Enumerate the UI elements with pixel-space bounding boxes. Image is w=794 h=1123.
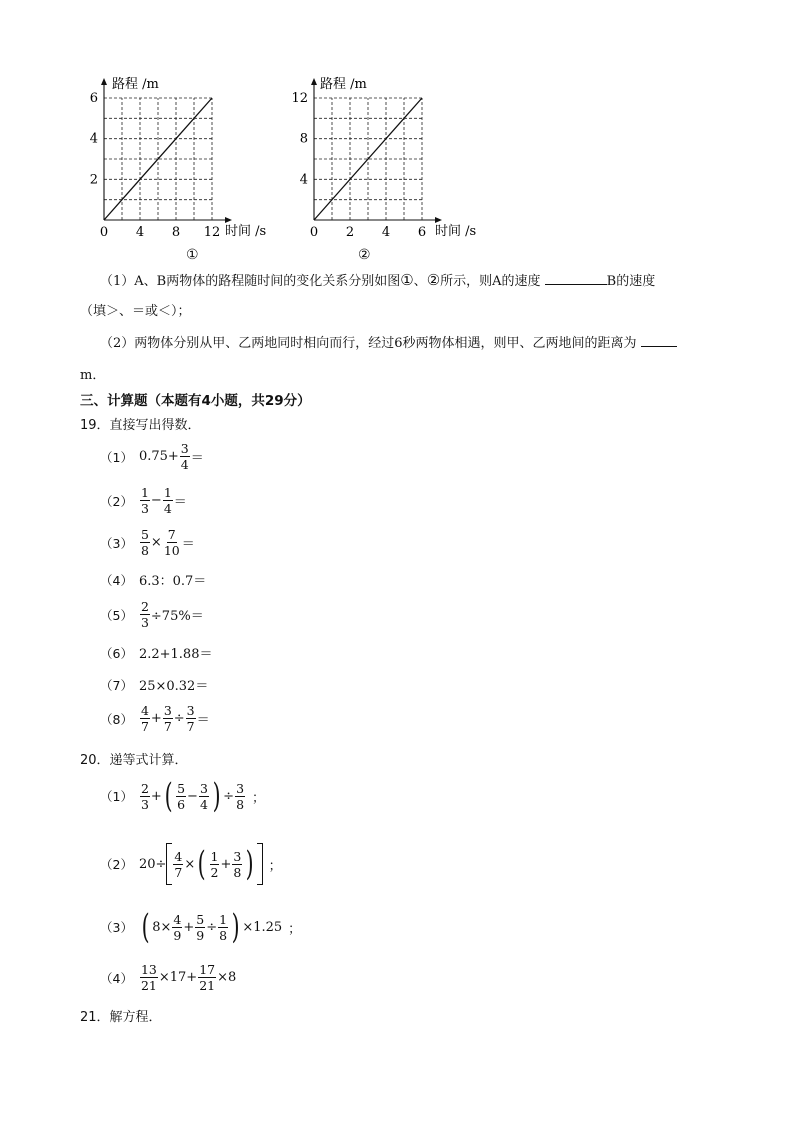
left-paren: (	[141, 907, 150, 947]
q19-title: 19．直接写出得数．	[80, 418, 201, 433]
fraction: $\frac{3}{4}$	[180, 441, 189, 472]
q18-part1-text-b: 所示，则A的速度	[440, 274, 541, 289]
q19-item-2	[100, 485, 187, 516]
item-label: （7）	[100, 677, 133, 693]
q20-item-3	[100, 907, 302, 947]
left-paren: (	[197, 844, 206, 884]
x-tick-label: 2	[345, 225, 355, 240]
operator: ÷	[173, 711, 185, 726]
item-label: （3）	[100, 920, 133, 935]
q18-circle-2: ②	[426, 271, 441, 289]
chart-1-x-label: 时间 /s	[225, 224, 267, 239]
operator: ÷	[223, 788, 235, 804]
section-3-heading: 三、计算题（本题有4小题，共29分）	[80, 393, 311, 409]
x-axis-arrow	[225, 217, 232, 223]
chart-2-y-label: 路程 /m	[320, 77, 367, 92]
expr-text: 25×0.32＝	[138, 679, 209, 694]
q19-item-5	[100, 599, 204, 630]
expr-text: ＝	[181, 537, 195, 552]
item-label: （4）	[100, 970, 133, 986]
q21-title: 21．解方程．	[80, 1010, 162, 1025]
y-axis-arrow	[101, 78, 107, 85]
item-label: （4）	[100, 572, 133, 588]
q19-item-1	[100, 441, 204, 472]
left-paren: (	[164, 776, 173, 816]
item-label: （6）	[100, 645, 133, 661]
chart-1	[80, 70, 285, 265]
expr-text: ＝	[173, 495, 187, 510]
q18-part1-text-c: B的速度	[606, 274, 656, 289]
y-axis-arrow	[311, 78, 317, 85]
q18-part1-line2: （填＞、＝或＜）；	[80, 304, 191, 319]
item-label: （2）	[100, 493, 133, 509]
x-tick-label: 8	[171, 225, 181, 240]
q18-part1-text-a: （1）A、B两物体的路程随时间的变化关系分别如图	[100, 274, 401, 289]
expr-end: ；	[252, 790, 266, 806]
fraction: $\frac{1}{8}$	[219, 911, 228, 943]
x-tick-label: 0	[99, 225, 109, 240]
q20-item-1	[100, 776, 266, 816]
expr-text: 8×	[152, 919, 172, 935]
q19-item-8	[100, 703, 210, 734]
operator: ÷	[206, 919, 218, 935]
q20-item-2	[100, 843, 282, 885]
operator: +	[220, 856, 232, 872]
x-tick-label: 4	[135, 225, 145, 240]
fraction: $\frac{2}{3}$	[140, 780, 149, 812]
y-tick-label: 4	[299, 172, 308, 188]
q19-item-3	[100, 527, 195, 558]
fraction: $\frac{5}{8}$	[140, 527, 149, 558]
expr-text: 20÷	[138, 856, 167, 872]
q20-title: 20．递等式计算．	[80, 753, 188, 768]
item-label: （1）	[100, 789, 133, 804]
fraction: $\frac{17}{21}$	[199, 962, 216, 993]
q18-sep: 、	[413, 274, 427, 289]
fraction: $\frac{3}{7}$	[163, 703, 172, 734]
operator: +	[150, 788, 162, 804]
x-tick-label: 0	[309, 225, 319, 240]
right-bracket	[257, 843, 263, 885]
q18-speed-blank[interactable]	[545, 284, 607, 285]
expr-text: ＝	[196, 713, 210, 728]
operator: ×8	[217, 970, 237, 985]
fraction: $\frac{1}{3}$	[140, 485, 149, 516]
y-tick-label: 2	[89, 172, 98, 188]
expr-text: 0.75+	[138, 449, 179, 464]
operator: ×	[150, 535, 162, 550]
fraction: $\frac{1}{4}$	[163, 485, 172, 516]
fraction: $\frac{5}{6}$	[177, 780, 186, 812]
expr-text: 2.2+1.88＝	[138, 647, 213, 662]
operator: +	[150, 711, 162, 726]
q19-item-6	[100, 643, 212, 662]
x-tick-label: 4	[381, 225, 391, 240]
q18-part2-line1	[100, 332, 677, 351]
item-label: （3）	[100, 535, 133, 551]
fraction: $\frac{4}{7}$	[174, 848, 183, 880]
expr-text: 6.3：0.7＝	[138, 574, 207, 589]
fraction: $\frac{13}{21}$	[140, 962, 157, 993]
item-label: （8）	[100, 711, 133, 727]
fraction: $\frac{4}{7}$	[140, 703, 149, 734]
item-label: （5）	[100, 607, 133, 623]
fraction: $\frac{5}{9}$	[196, 911, 205, 943]
fraction: $\frac{3}{7}$	[186, 703, 195, 734]
operator: ×17+	[158, 970, 198, 985]
expr-end: ；	[288, 921, 302, 937]
y-tick-label: 8	[299, 131, 308, 147]
q20-item-4	[100, 962, 236, 993]
chart-1-caption: ①	[186, 247, 199, 263]
item-label: （2）	[100, 857, 133, 872]
operator: −	[187, 788, 198, 804]
fraction: $\frac{2}{3}$	[140, 599, 149, 630]
fraction: $\frac{1}{2}$	[210, 848, 219, 880]
operator: +	[183, 919, 195, 935]
y-tick-label: 6	[89, 91, 98, 106]
right-paren: )	[212, 776, 221, 816]
left-bracket	[166, 843, 172, 885]
chart-1-y-label: 路程 /m	[112, 77, 159, 92]
expr-text: ×1.25	[242, 919, 283, 935]
operator: ×	[184, 856, 196, 872]
fraction: $\frac{3}{8}$	[236, 780, 245, 812]
fraction: $\frac{7}{10}$	[163, 527, 180, 558]
operator: −	[150, 493, 162, 508]
q19-item-7	[100, 675, 208, 694]
fraction: $\frac{3}{4}$	[199, 780, 208, 812]
chart-2	[290, 70, 495, 265]
x-tick-label: 12	[203, 225, 221, 240]
expr-text: ＝	[190, 451, 204, 466]
right-paren: )	[231, 907, 240, 947]
fraction: $\frac{4}{9}$	[173, 911, 182, 943]
fraction: $\frac{3}{8}$	[233, 848, 242, 880]
x-tick-label: 6	[417, 225, 427, 240]
right-paren: )	[245, 844, 254, 884]
chart-2-caption: ②	[358, 247, 371, 263]
operator: ÷75%＝	[150, 609, 204, 624]
y-tick-label: 12	[291, 91, 308, 106]
q18-part2-unit: m．	[80, 368, 106, 383]
x-axis-arrow	[435, 217, 442, 223]
expr-end: ；	[268, 858, 282, 874]
item-label: （1）	[100, 449, 133, 465]
q18-part2-text: （2）两物体分别从甲、乙两地同时相向而行，经过6秒两物体相遇，则甲、乙两地间的距离为	[100, 336, 637, 351]
y-tick-label: 4	[89, 131, 98, 147]
q18-circle-1: ①	[400, 271, 414, 289]
chart-2-x-label: 时间 /s	[435, 224, 477, 239]
q18-part1-line1	[100, 270, 655, 289]
q19-item-4	[100, 570, 206, 589]
q18-distance-blank[interactable]	[641, 346, 677, 347]
